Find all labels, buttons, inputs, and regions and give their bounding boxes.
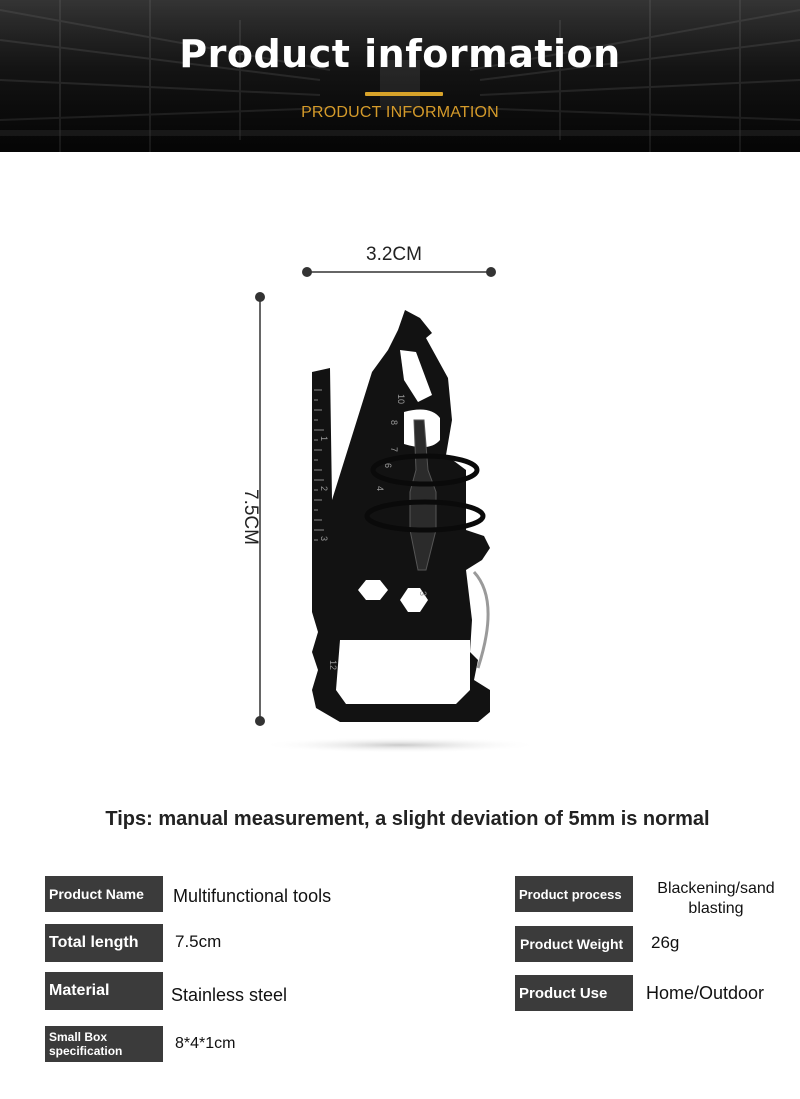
spec-value-material: Stainless steel xyxy=(171,985,288,1005)
width-dimension-line xyxy=(302,267,496,277)
height-label: 7.5CM xyxy=(239,489,261,545)
spec-label-product-weight: Product Weight xyxy=(515,926,633,962)
spec-label-product-process: Product process xyxy=(515,876,633,912)
multitool-image xyxy=(312,310,490,722)
measurement-tip: Tips: manual measurement, a slight deviation of 5mm is normal xyxy=(105,808,710,830)
ruler-mark-3: 3 xyxy=(319,536,329,542)
spec-label-product-use: Product Use xyxy=(515,975,633,1011)
hex-size-12: 12 xyxy=(328,660,338,671)
spec-label-small-box: Small Box specification xyxy=(45,1026,163,1062)
spec-label-product-name: Product Name xyxy=(45,876,163,912)
spec-value-product-process: Blackening/sand blasting xyxy=(657,880,775,917)
hex-size-4: 4 xyxy=(375,486,385,492)
hex-size-6: 6 xyxy=(383,463,393,469)
page-title: Product information xyxy=(179,32,621,76)
spec-value-total-length: 7.5cm xyxy=(175,932,222,951)
spec-label-total-length: Total length xyxy=(45,924,163,962)
hex-size-3: 3 xyxy=(418,591,428,597)
spec-value-product-use: Home/Outdoor xyxy=(646,983,765,1003)
ruler-mark-1: 1 xyxy=(319,436,329,442)
spec-value-product-name: Multifunctional tools xyxy=(173,886,332,906)
spec-value-small-box: 8*4*1cm xyxy=(175,1035,236,1052)
page-subtitle: PRODUCT INFORMATION xyxy=(301,104,499,121)
hex-size-8: 8 xyxy=(389,420,399,426)
title-underline-accent xyxy=(365,92,443,96)
product-shadow xyxy=(260,737,540,753)
spec-label-material: Material xyxy=(45,972,163,1010)
ruler-mark-2: 2 xyxy=(319,486,329,492)
width-label: 3.2CM xyxy=(366,244,422,265)
header-banner xyxy=(0,0,800,152)
hex-size-10: 10 xyxy=(396,394,406,405)
spec-value-product-weight: 26g xyxy=(651,933,680,952)
factory-background-image xyxy=(0,0,800,152)
hex-size-7: 7 xyxy=(389,447,399,453)
